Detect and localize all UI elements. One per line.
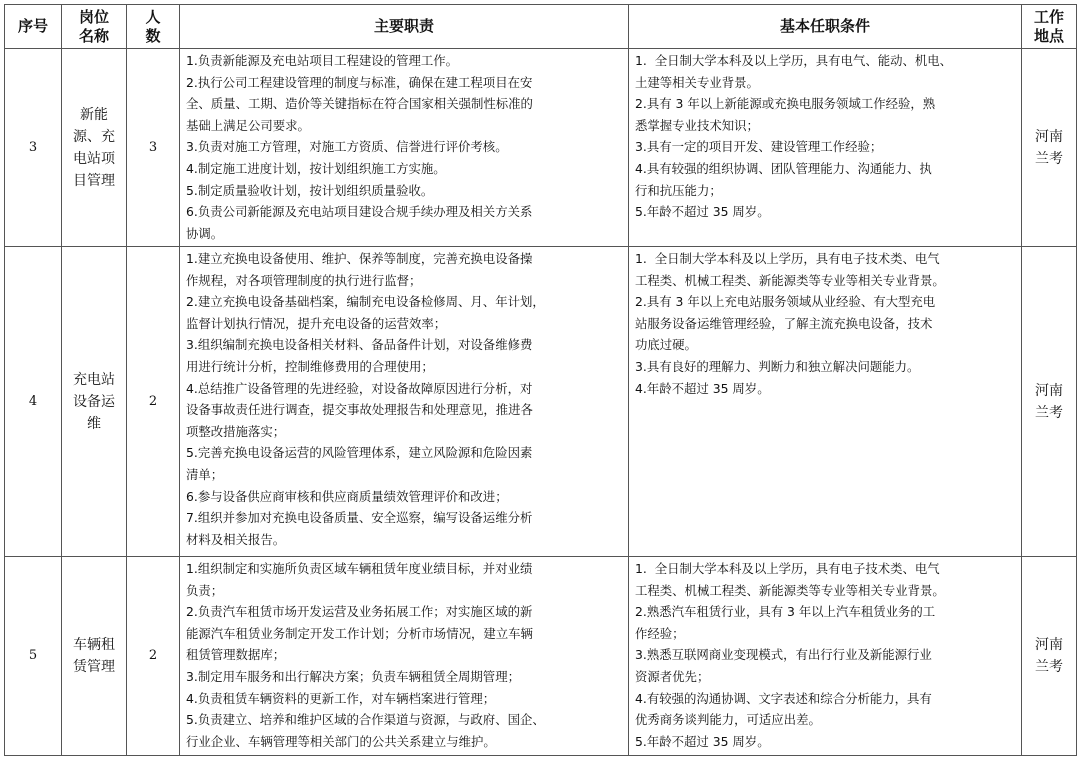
row-requirements: 1. 全日制大学本科及以上学历，具有电气、能动、机电、 土建等相关专业背景。 2.具有 3 年以上新能源或充换电服务领域工作经验，熟 悉掌握专业技术知识； 3.具有一定的项目开发、建设管理工作经验； 4.具有较强的组织协调、团队管理能力、沟通能力、执 行和抗压能力； 5.年龄不超过 35 周岁。 [629, 49, 1022, 247]
row-requirements: 1. 全日制大学本科及以上学历，具有电子技术类、电气 工程类、机械工程类、新能源类等专业等相关专业背景。 2.具有 3 年以上充电站服务领域从业经验、有大型充电 站服务设备运维管理经验，了解主流充换电设备，技术 功底过硬。 3.具有良好的理解力、判断力和独立解决问题能力。 4.年龄不超过 35 周岁。 [629, 247, 1022, 557]
header-location: 工作 地点 [1022, 5, 1077, 49]
row-duties: 1.建立充换电设备使用、维护、保养等制度，完善充换电设备操 作规程，对各项管理制度的执行进行监督； 2.建立充换电设备基础档案，编制充电设备检修周、月、年计划， 监督计划执行情况，提升充电设备的运营效率； 3.组织编制充换电设备相关材料、备品备件计划，对设备维修费 用进行统计分析，控制维修费用的合理使用； 4.总结推广设备管理的先进经验，对设备故障原因进行分析，对 设备事故责任进行调查，提交事故处理报告和处理意见，推进各 项整改措施落实； 5.完善充换电设备运营的风险管理体系，建立风险源和危险因素 清单； 6.参与设备供应商审核和供应商质量绩效管理评价和改进； 7.组织并参加对充换电设备质量、安全巡察，编写设备运维分析 材料及相关报告。 [180, 247, 629, 557]
row-seq: 5 [5, 557, 62, 756]
row-count: 2 [127, 557, 180, 756]
table-row [5, 247, 1077, 557]
row-position: 新能 源、充 电站项 目管理 [62, 49, 127, 247]
row-location: 河南 兰考 [1022, 557, 1077, 756]
header-seq: 序号 [5, 5, 62, 49]
recruitment-table [4, 4, 1077, 756]
header-row [5, 5, 1077, 49]
row-location: 河南 兰考 [1022, 247, 1077, 557]
row-position: 车辆租 赁管理 [62, 557, 127, 756]
header-position: 岗位 名称 [62, 5, 127, 49]
table-row [5, 49, 1077, 247]
row-count: 2 [127, 247, 180, 557]
row-location: 河南 兰考 [1022, 49, 1077, 247]
row-duties: 1.负责新能源及充电站项目工程建设的管理工作。 2.执行公司工程建设管理的制度与标准，确保在建工程项目在安 全、质量、工期、造价等关键指标在符合国家相关强制性标准的 基础上满足公司要求。 3.负责对施工方管理，对施工方资质、信誉进行评价考核。 4.制定施工进度计划，按计划组织施工方实施。 5.制定质量验收计划，按计划组织质量验收。 6.负责公司新能源及充电站项目建设合规手续办理及相关方关系 协调。 [180, 49, 629, 247]
header-duties: 主要职责 [180, 5, 629, 49]
row-position: 充电站 设备运 维 [62, 247, 127, 557]
table-row [5, 557, 1077, 756]
row-seq: 3 [5, 49, 62, 247]
row-seq: 4 [5, 247, 62, 557]
row-requirements: 1. 全日制大学本科及以上学历，具有电子技术类、电气 工程类、机械工程类、新能源类等专业等相关专业背景。 2.熟悉汽车租赁行业，具有 3 年以上汽车租赁业务的工 作经验； 3.熟悉互联网商业变现模式，有出行行业及新能源行业 资源者优先； 4.有较强的沟通协调、文字表述和综合分析能力，具有 优秀商务谈判能力，可适应出差。 5.年龄不超过 35 周岁。 [629, 557, 1022, 756]
row-duties: 1.组织制定和实施所负责区域车辆租赁年度业绩目标，并对业绩 负责； 2.负责汽车租赁市场开发运营及业务拓展工作；对实施区域的新 能源汽车租赁业务制定开发工作计划；分析市场情况，建立车辆 租赁管理数据库； 3.制定用车服务和出行解决方案；负责车辆租赁全周期管理； 4.负责租赁车辆资料的更新工作，对车辆档案进行管理； 5.负责建立、培养和维护区域的合作渠道与资源，与政府、国企、 行业企业、车辆管理等相关部门的公共关系建立与维护。 [180, 557, 629, 756]
header-count: 人 数 [127, 5, 180, 49]
row-count: 3 [127, 49, 180, 247]
header-requirements: 基本任职条件 [629, 5, 1022, 49]
